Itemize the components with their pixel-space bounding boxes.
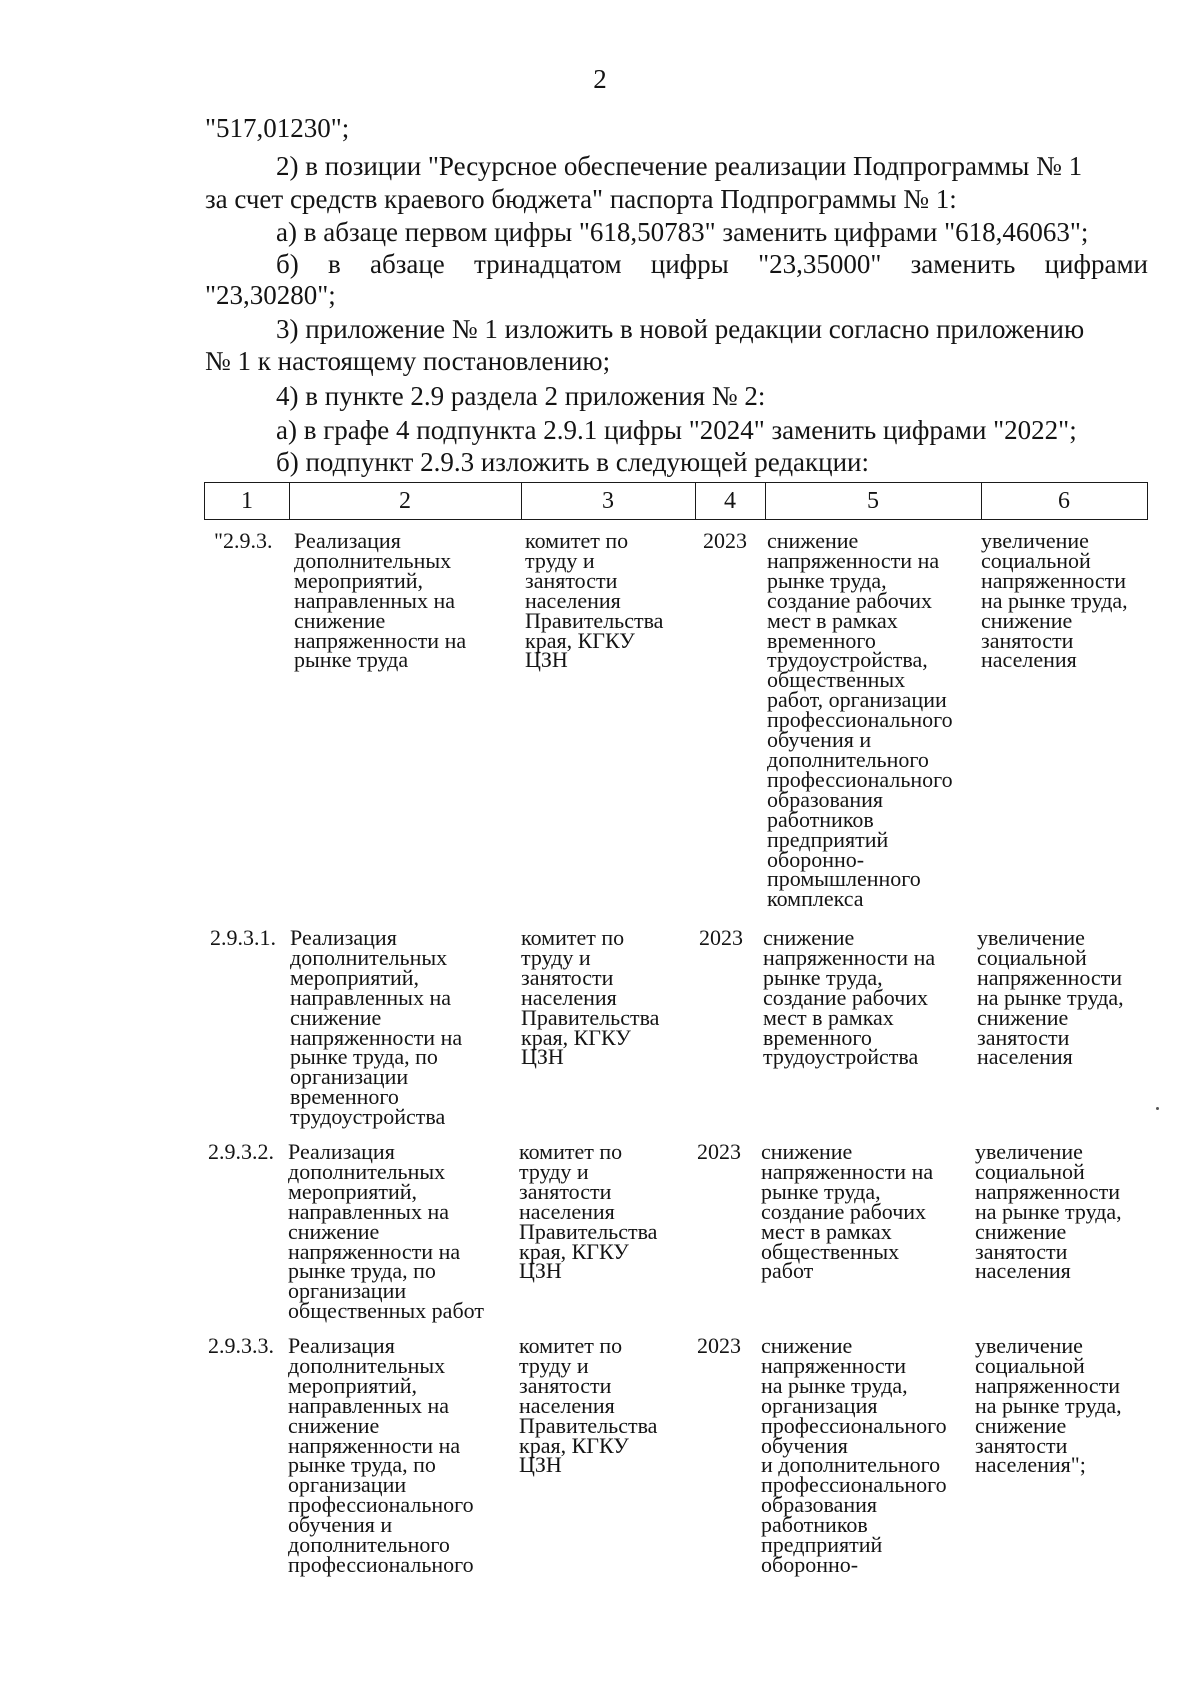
cell-line: занятости — [519, 1372, 612, 1398]
cell-measure-name — [288, 1139, 484, 1324]
cell-line: занятости — [525, 567, 618, 593]
cell-line: промышленного — [767, 866, 921, 892]
cell-line: организации — [288, 1278, 407, 1304]
cell-line: населения — [977, 1044, 1073, 1070]
cell-line: труду и — [525, 547, 595, 573]
cell-line: на рынке труда, — [761, 1372, 908, 1398]
cell-line: Реализация — [288, 1139, 395, 1164]
cell-line: снижение — [767, 528, 859, 553]
cell-line: напряженности на — [763, 944, 936, 970]
column-header: 5 — [867, 488, 879, 514]
cell-line: труду и — [519, 1352, 589, 1378]
cell-expected-result — [975, 1333, 1122, 1478]
cell-line: на рынке труда, — [975, 1392, 1122, 1418]
cell-line: края, КГКУ — [519, 1238, 629, 1264]
cell-line: общественных — [767, 667, 906, 693]
cell-line: работников — [767, 806, 874, 832]
cell-content — [767, 528, 953, 912]
cell-line: увеличение — [975, 1333, 1083, 1358]
cell-line: рынке труда, — [761, 1178, 881, 1204]
cell-line: Реализация — [290, 925, 397, 950]
cell-line: ЦЗН — [519, 1258, 562, 1284]
cell-line: обучения и — [767, 727, 872, 753]
cell-item-number: "2.9.3. — [214, 528, 273, 553]
column-header: 4 — [724, 488, 736, 514]
cell-item-number: 2.9.3.2. — [208, 1139, 274, 1164]
cell-executor — [521, 925, 660, 1070]
cell-line: снижение — [761, 1333, 853, 1358]
cell-content — [761, 1333, 947, 1577]
cell-line: трудоустройства, — [767, 647, 928, 673]
cell-line: населения — [519, 1392, 615, 1418]
cell-line: снижение — [981, 607, 1073, 633]
cell-year: 2023 — [697, 1139, 741, 1164]
cell-line: общественных работ — [288, 1298, 484, 1324]
paragraph-line: "23,30280"; — [205, 280, 336, 310]
cell-line: напряженности на — [288, 1432, 461, 1458]
cell-line: мероприятий, — [294, 567, 424, 593]
cell-line: дополнительного — [767, 746, 929, 772]
cell-line: напряженности — [975, 1178, 1121, 1204]
cell-executor — [519, 1139, 658, 1284]
cell-line: направленных на — [288, 1198, 449, 1224]
paragraph-line: 4) в пункте 2.9 раздела 2 приложения № 2: — [276, 381, 766, 411]
cell-line: мероприятий, — [288, 1372, 418, 1398]
cell-line: оборонно- — [761, 1551, 859, 1577]
cell-line: мероприятий, — [288, 1178, 418, 1204]
cell-line: трудоустройства — [290, 1104, 446, 1130]
paragraph-line: б) в абзаце тринадцатом цифры "23,35000" заменить цифрами — [276, 249, 1148, 279]
cell-line: мест в рамках — [763, 1004, 894, 1030]
cell-line: рынке труда, — [763, 964, 883, 990]
paragraph-line: а) в графе 4 подпункта 2.9.1 цифры "2024" заменить цифрами "2022"; — [276, 415, 1077, 445]
cell-line: создание рабочих — [767, 587, 933, 613]
cell-line: снижение — [290, 1004, 382, 1030]
cell-line: создание рабочих — [763, 984, 929, 1010]
cell-line: образования — [767, 786, 884, 812]
cell-line: направленных на — [294, 587, 455, 613]
paragraph-line: № 1 к настоящему постановлению; — [205, 346, 611, 376]
paragraph-line: а) в абзаце первом цифры "618,50783" заменить цифрами "618,46063"; — [276, 217, 1089, 247]
cell-expected-result — [981, 528, 1128, 673]
cell-line: и дополнительного — [761, 1452, 941, 1478]
cell-line: комплекса — [767, 886, 864, 912]
cell-line: Реализация — [294, 528, 401, 553]
cell-line: населения — [525, 587, 621, 613]
cell-line: снижение — [977, 1004, 1069, 1030]
cell-line: рынке труда, — [767, 567, 887, 593]
cell-line: мероприятий, — [290, 964, 420, 990]
cell-line: Правительства — [525, 607, 664, 633]
cell-line: комитет по — [519, 1139, 623, 1164]
cell-line: предприятий — [767, 826, 889, 852]
cell-line: мест в рамках — [761, 1218, 892, 1244]
cell-line: обучения и — [288, 1512, 393, 1538]
cell-line: социальной — [981, 547, 1091, 573]
cell-line: социальной — [977, 944, 1087, 970]
cell-line: увеличение — [975, 1139, 1083, 1164]
cell-line: временного — [767, 627, 876, 653]
cell-line: комитет по — [519, 1333, 623, 1358]
cell-line: предприятий — [761, 1532, 883, 1558]
cell-line: мест в рамках — [767, 607, 898, 633]
cell-line: занятости — [977, 1024, 1070, 1050]
cell-line: общественных — [761, 1238, 900, 1264]
cell-line: обучения — [761, 1432, 848, 1458]
cell-line: на рынке труда, — [977, 984, 1124, 1010]
cell-line: населения — [519, 1198, 615, 1224]
cell-line: образования — [761, 1492, 878, 1518]
cell-content — [763, 925, 936, 1070]
cell-line: организации — [290, 1064, 409, 1090]
cell-line: организация — [761, 1392, 878, 1418]
cell-line: напряженности на — [294, 627, 467, 653]
cell-expected-result — [977, 925, 1124, 1070]
cell-line: дополнительных — [288, 1352, 446, 1378]
cell-line: занятости — [981, 627, 1074, 653]
cell-line: рынке труда, по — [288, 1452, 436, 1478]
cell-line: труду и — [519, 1158, 589, 1184]
cell-line: на рынке труда, — [981, 587, 1128, 613]
cell-line: направленных на — [290, 984, 451, 1010]
column-header: 3 — [602, 488, 614, 514]
cell-line: Правительства — [519, 1412, 658, 1438]
cell-line: комитет по — [525, 528, 629, 553]
cell-item-number: 2.9.3.1. — [210, 925, 276, 950]
cell-line: профессионального — [288, 1551, 474, 1577]
cell-line: Правительства — [521, 1004, 660, 1030]
cell-measure-name — [294, 528, 467, 673]
cell-line: рынке труда, по — [290, 1044, 438, 1070]
cell-line: увеличение — [981, 528, 1089, 553]
cell-line: создание рабочих — [761, 1198, 927, 1224]
paragraph-line: 2) в позиции "Ресурсное обеспечение реализации Подпрограммы № 1 — [276, 151, 1083, 181]
cell-line: занятости — [975, 1432, 1068, 1458]
cell-line: занятости — [521, 964, 614, 990]
cell-line: временного — [763, 1024, 872, 1050]
paragraph-line: б) подпункт 2.9.3 изложить в следующей редакции: — [276, 447, 870, 477]
cell-line: социальной — [975, 1158, 1085, 1184]
cell-line: ЦЗН — [521, 1044, 564, 1070]
column-header: 6 — [1058, 488, 1070, 514]
cell-line: снижение — [288, 1218, 380, 1244]
cell-line: края, КГКУ — [521, 1024, 631, 1050]
cell-line: профессионального — [767, 766, 953, 792]
cell-line: оборонно- — [767, 846, 865, 872]
scan-speck — [1156, 1107, 1159, 1110]
cell-line: работ — [761, 1258, 814, 1284]
cell-line: напряженности на — [288, 1238, 461, 1264]
cell-line: направленных на — [288, 1392, 449, 1418]
cell-line: трудоустройства — [763, 1044, 919, 1070]
cell-line: работников — [761, 1512, 868, 1538]
cell-executor — [519, 1333, 658, 1478]
cell-line: Правительства — [519, 1218, 658, 1244]
cell-line: напряженности — [761, 1352, 907, 1378]
cell-line: профессионального — [288, 1492, 474, 1518]
cell-line: рынке труда — [294, 647, 409, 673]
cell-line: снижение — [975, 1218, 1067, 1244]
cell-line: напряженности — [977, 964, 1123, 990]
cell-line: труду и — [521, 944, 591, 970]
cell-line: края, КГКУ — [519, 1432, 629, 1458]
cell-content — [761, 1139, 934, 1284]
cell-line: снижение — [975, 1412, 1067, 1438]
cell-year: 2023 — [697, 1333, 741, 1358]
cell-year: 2023 — [699, 925, 743, 950]
cell-year: 2023 — [703, 528, 747, 553]
cell-item-number: 2.9.3.3. — [208, 1333, 274, 1358]
cell-measure-name — [288, 1333, 474, 1577]
cell-line: на рынке труда, — [975, 1198, 1122, 1224]
cell-line: профессионального — [767, 707, 953, 733]
paragraph-line: "517,01230"; — [205, 113, 350, 143]
cell-line: напряженности на — [767, 547, 940, 573]
cell-line: комитет по — [521, 925, 625, 950]
cell-line: рынке труда, по — [288, 1258, 436, 1284]
cell-line: снижение — [288, 1412, 380, 1438]
column-header: 2 — [399, 488, 411, 514]
cell-line: населения — [981, 647, 1077, 673]
page-number: 2 — [593, 64, 607, 94]
cell-line: населения"; — [975, 1452, 1086, 1478]
cell-line: населения — [975, 1258, 1071, 1284]
cell-line: работ, организации — [767, 687, 947, 713]
cell-line: организации — [288, 1472, 407, 1498]
cell-line: социальной — [975, 1352, 1085, 1378]
cell-line: занятости — [975, 1238, 1068, 1264]
cell-line: напряженности — [981, 567, 1127, 593]
cell-expected-result — [975, 1139, 1122, 1284]
cell-line: профессионального — [761, 1412, 947, 1438]
cell-line: ЦЗН — [525, 647, 568, 673]
cell-line: дополнительных — [288, 1158, 446, 1184]
cell-line: ЦЗН — [519, 1452, 562, 1478]
cell-line: временного — [290, 1084, 399, 1110]
cell-line: дополнительного — [288, 1532, 450, 1558]
cell-line: Реализация — [288, 1333, 395, 1358]
cell-line: увеличение — [977, 925, 1085, 950]
cell-measure-name — [290, 925, 463, 1130]
cell-line: занятости — [519, 1178, 612, 1204]
column-header: 1 — [241, 488, 253, 514]
paragraph-line: 3) приложение № 1 изложить в новой редакции согласно приложению — [276, 314, 1085, 344]
cell-line: напряженности на — [761, 1158, 934, 1184]
table-header — [204, 482, 1148, 520]
cell-line: напряженности на — [290, 1024, 463, 1050]
cell-line: снижение — [761, 1139, 853, 1164]
cell-line: профессионального — [761, 1472, 947, 1498]
cell-line: снижение — [294, 607, 386, 633]
cell-line: снижение — [763, 925, 855, 950]
paragraph-line: за счет средств краевого бюджета" паспорта Подпрограммы № 1: — [205, 184, 957, 214]
cell-line: напряженности — [975, 1372, 1121, 1398]
cell-line: дополнительных — [290, 944, 448, 970]
cell-executor — [525, 528, 664, 673]
cell-line: края, КГКУ — [525, 627, 635, 653]
cell-line: населения — [521, 984, 617, 1010]
cell-line: дополнительных — [294, 547, 452, 573]
